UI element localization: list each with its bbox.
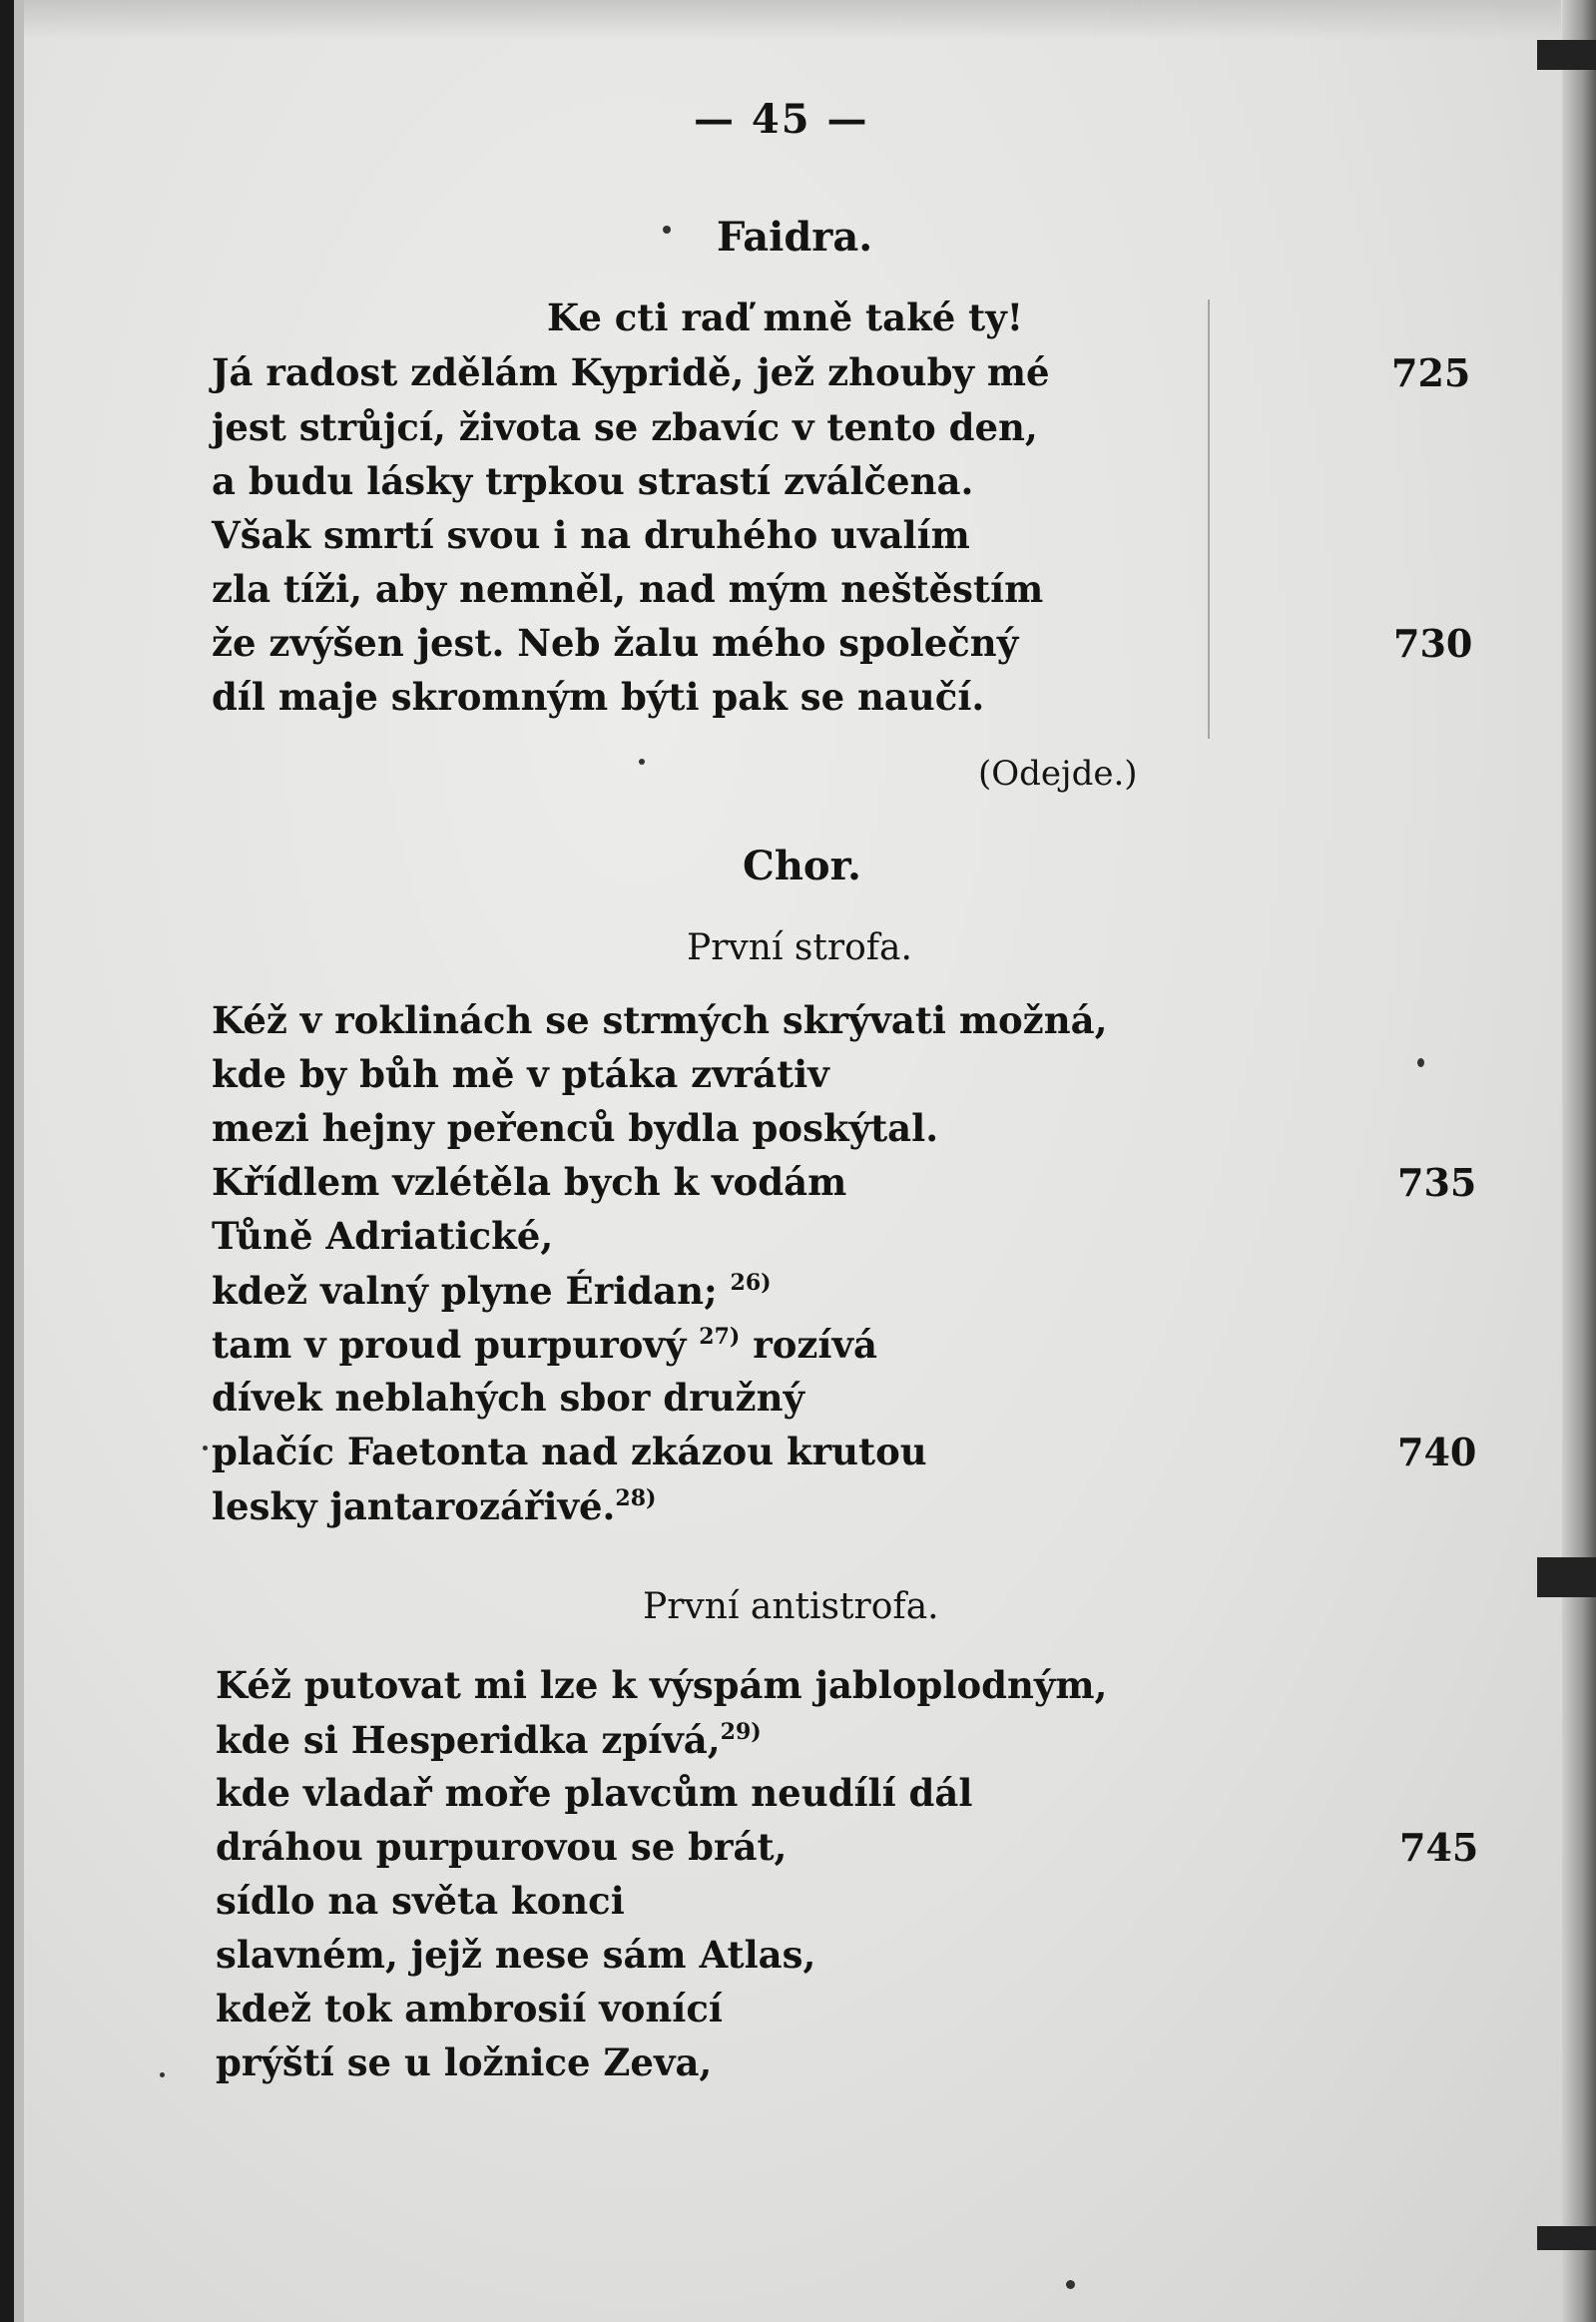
speaker-chor: Chor. xyxy=(743,843,861,889)
verse-text: rozívá xyxy=(753,1323,877,1367)
line-number: 745 xyxy=(1399,1825,1479,1870)
verse-line: že zvýšen jest. Neb žalu mého společný xyxy=(212,621,1019,665)
verse-line: Ke cti raď mně také ty! xyxy=(547,295,1023,339)
verse-line: a budu lásky trpkou strastí zválčena. xyxy=(212,459,974,503)
verse-line: dráhou purpurovou se brát, xyxy=(216,1825,788,1869)
line-number: 735 xyxy=(1397,1160,1477,1205)
line-number: 730 xyxy=(1393,621,1473,666)
verse-text: lesky jantarozářivé. xyxy=(212,1484,616,1528)
scan-artifact xyxy=(1537,1557,1596,1597)
scan-artifact xyxy=(1537,2226,1596,2250)
page-fold-line xyxy=(1208,299,1210,739)
verse-line: Kéž putovat mi lze k výspám jabloplodným, xyxy=(216,1663,1108,1707)
verse-line: prýští se u ložnice Zeva, xyxy=(216,2040,713,2084)
verse-line: kdež tok ambrosií vonící xyxy=(216,1987,723,2031)
footnote-ref: 26) xyxy=(730,1270,772,1296)
verse-line: zla tíži, aby nemněl, nad mým neštěstím xyxy=(212,567,1044,611)
stage-direction: (Odejde.) xyxy=(978,754,1138,794)
ink-dot xyxy=(639,759,645,765)
verse-line: kde vladař moře plavcům neudílí dál xyxy=(216,1771,973,1815)
verse-line: mezi hejny peřenců bydla poskýtal. xyxy=(212,1106,939,1150)
verse-line: jest strůjcí, života se zbavíc v tento den, xyxy=(212,405,1038,449)
scan-shadow xyxy=(24,0,1561,40)
verse-line: Křídlem vzlétěla bych k vodám xyxy=(212,1160,847,1204)
ink-dot xyxy=(1417,1058,1424,1067)
verse-line: kde by bůh mě v ptáka zvrátiv xyxy=(212,1052,829,1096)
ink-dot xyxy=(203,1446,208,1451)
scan-left-margin xyxy=(14,0,24,2322)
verse-line-with-note xyxy=(212,1269,772,1313)
antistrophe-title: První antistrofa. xyxy=(643,1586,939,1627)
verse-line: Tůně Adriatické, xyxy=(212,1214,554,1258)
footnote-ref: 27) xyxy=(699,1324,741,1350)
verse-line: slavném, jejž nese sám Atlas, xyxy=(216,1933,816,1977)
ink-dot xyxy=(663,226,671,234)
verse-line: sídlo na světa konci xyxy=(216,1879,625,1923)
ink-dot xyxy=(160,2072,165,2077)
verse-line-with-note xyxy=(212,1484,657,1528)
footnote-ref: 28) xyxy=(615,1485,657,1511)
verse-text: kde si Hesperidka zpívá, xyxy=(216,1718,721,1762)
verse-line: díl maje skromným býti pak se naučí. xyxy=(212,675,985,719)
verse-line-with-note xyxy=(212,1323,877,1367)
scan-artifact xyxy=(1537,40,1596,70)
speaker-faidra: Faidra. xyxy=(717,214,873,261)
verse-text: kdež valný plyne Éridan; xyxy=(212,1269,718,1313)
footnote-ref: 29) xyxy=(720,1719,762,1745)
verse-text: tam v proud purpurový xyxy=(212,1323,687,1367)
line-number: 740 xyxy=(1397,1430,1477,1474)
verse-line: Kéž v roklinách se strmých skrývati možná, xyxy=(212,998,1108,1042)
verse-line-with-note xyxy=(216,1718,762,1762)
verse-line: plačíc Faetonta nad zkázou krutou xyxy=(212,1430,927,1473)
ink-dot xyxy=(1066,2280,1075,2289)
strophe-title: První strofa. xyxy=(687,927,912,968)
page-number: — 45 — xyxy=(694,96,869,143)
verse-line: Však smrtí svou i na druhého uvalím xyxy=(212,513,970,557)
line-number: 725 xyxy=(1391,350,1471,395)
verse-line: dívek neblahých sbor družný xyxy=(212,1376,804,1420)
verse-line: Já radost zdělám Kypridě, jež zhouby mé xyxy=(212,350,1050,394)
scan-left-border xyxy=(0,0,14,2322)
scan-right-border xyxy=(1562,0,1596,2322)
